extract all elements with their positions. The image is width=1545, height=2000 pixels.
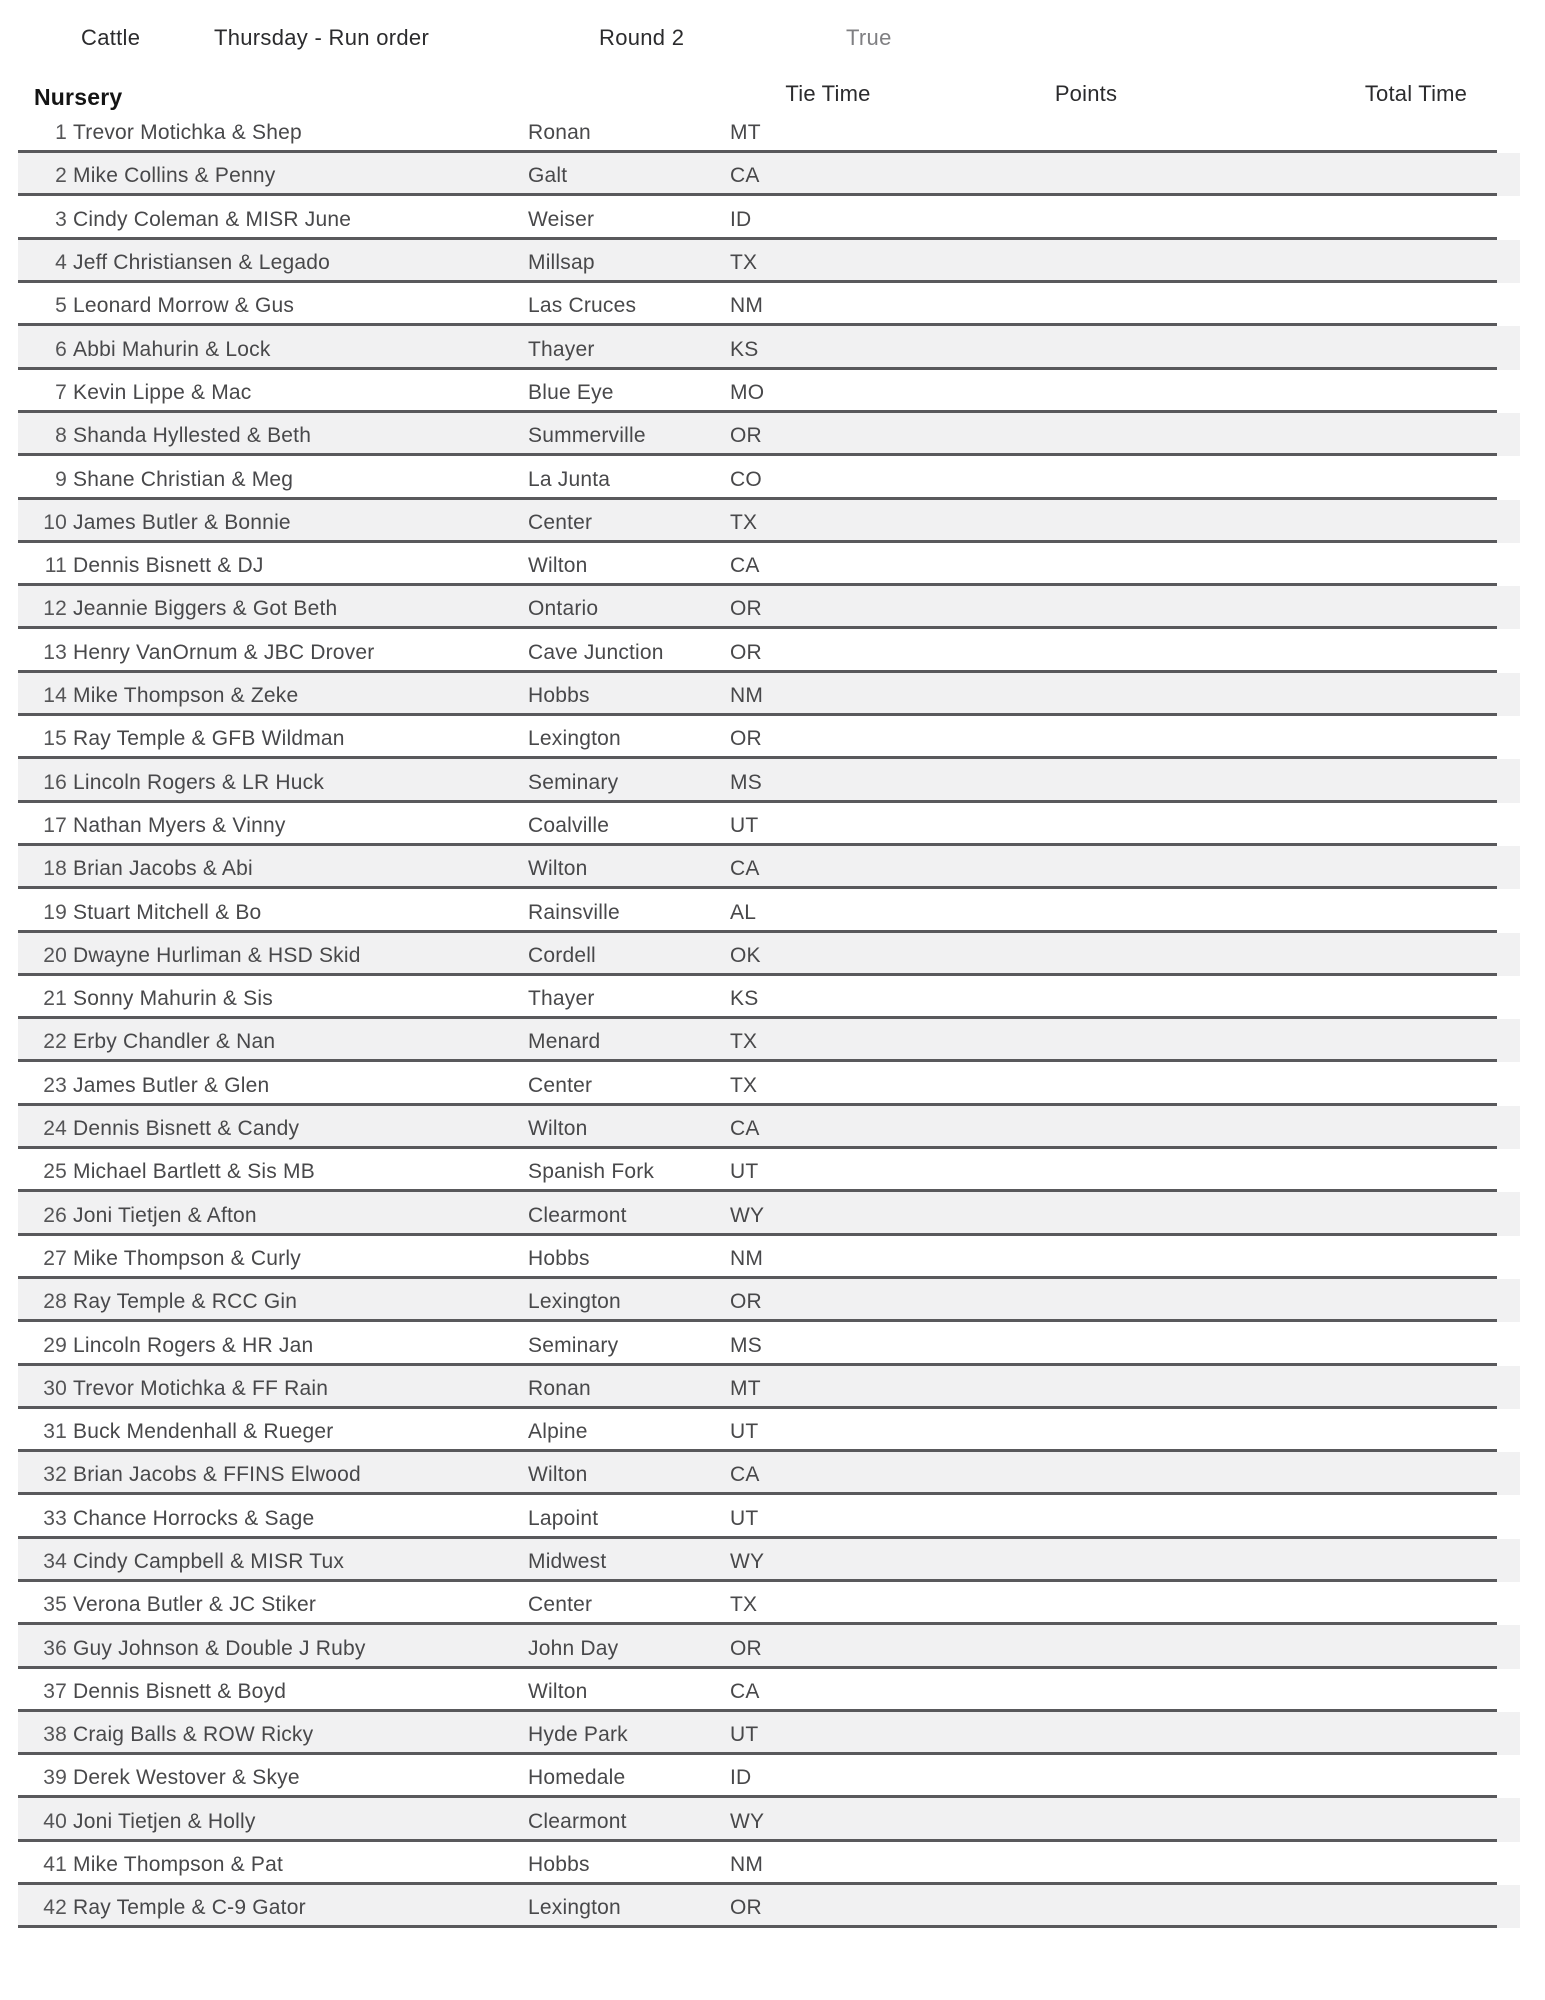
city: Millsap bbox=[528, 251, 595, 275]
run-order-number: 23 bbox=[43, 1073, 67, 1097]
run-order-number: 40 bbox=[43, 1809, 67, 1833]
handler-dog-name: Ray Temple & C-9 Gator bbox=[73, 1896, 306, 1920]
handler-dog-name: Buck Mendenhall & Rueger bbox=[73, 1420, 334, 1444]
state: OR bbox=[730, 727, 762, 751]
run-order-number: 38 bbox=[43, 1723, 67, 1747]
run-order-number: 1 bbox=[55, 121, 67, 145]
handler-dog-name: Shanda Hyllested & Beth bbox=[73, 424, 312, 448]
run-order-table bbox=[18, 110, 1520, 1928]
run-order-number: 26 bbox=[43, 1203, 67, 1227]
state: ID bbox=[730, 207, 752, 231]
city: Homedale bbox=[528, 1766, 626, 1790]
city: Coalville bbox=[528, 813, 610, 837]
run-order-number: 18 bbox=[43, 857, 67, 881]
state: CO bbox=[730, 467, 762, 491]
table-row bbox=[18, 1192, 1520, 1235]
handler-dog-name: Derek Westover & Skye bbox=[73, 1766, 300, 1790]
table-row bbox=[18, 1625, 1520, 1668]
handler-dog-name: Verona Butler & JC Stiker bbox=[73, 1593, 317, 1617]
table-row bbox=[18, 370, 1520, 413]
table-row bbox=[18, 1495, 1520, 1538]
city: Center bbox=[528, 1593, 593, 1617]
handler-dog-name: Jeff Christiansen & Legado bbox=[73, 251, 330, 275]
state: UT bbox=[730, 813, 759, 837]
state: UT bbox=[730, 1723, 759, 1747]
city: Wilton bbox=[528, 1117, 588, 1141]
state: CA bbox=[730, 554, 760, 578]
table-row bbox=[18, 1885, 1520, 1928]
run-order-number: 33 bbox=[43, 1506, 67, 1530]
state: CA bbox=[730, 164, 760, 188]
run-order-number: 34 bbox=[43, 1549, 67, 1573]
table-row bbox=[18, 1539, 1520, 1582]
run-order-number: 30 bbox=[43, 1376, 67, 1400]
state: NM bbox=[730, 294, 764, 318]
run-order-number: 31 bbox=[43, 1420, 67, 1444]
table-row bbox=[18, 1019, 1520, 1062]
table-row bbox=[18, 1236, 1520, 1279]
table-row bbox=[18, 889, 1520, 932]
city: Summerville bbox=[528, 424, 646, 448]
run-order-number: 19 bbox=[43, 900, 67, 924]
state: TX bbox=[730, 1073, 758, 1097]
run-order-number: 20 bbox=[43, 943, 67, 967]
handler-dog-name: Guy Johnson & Double J Ruby bbox=[73, 1636, 366, 1660]
flag-value: True bbox=[846, 25, 892, 50]
state: TX bbox=[730, 1593, 758, 1617]
city: Lexington bbox=[528, 1896, 621, 1920]
run-order-number: 7 bbox=[55, 380, 67, 404]
table-row bbox=[18, 1322, 1520, 1365]
city: Alpine bbox=[528, 1420, 588, 1444]
state: KS bbox=[730, 337, 759, 361]
handler-dog-name: Leonard Morrow & Gus bbox=[73, 294, 295, 318]
run-order-number: 2 bbox=[55, 164, 67, 188]
handler-dog-name: Craig Balls & ROW Ricky bbox=[73, 1723, 314, 1747]
table-row bbox=[18, 1842, 1520, 1885]
city: Wilton bbox=[528, 1679, 588, 1703]
table-row bbox=[18, 283, 1520, 326]
run-order-number: 5 bbox=[55, 294, 67, 318]
handler-dog-name: Dwayne Hurliman & HSD Skid bbox=[73, 943, 361, 967]
section-title: Nursery bbox=[34, 84, 123, 110]
state: CA bbox=[730, 1463, 760, 1487]
handler-dog-name: James Butler & Glen bbox=[73, 1073, 270, 1097]
table-row bbox=[18, 846, 1520, 889]
table-row bbox=[18, 1062, 1520, 1105]
table-row bbox=[18, 543, 1520, 586]
run-order-number: 28 bbox=[43, 1290, 67, 1314]
column-header-points: Points bbox=[1054, 81, 1118, 106]
city: Cave Junction bbox=[528, 640, 664, 664]
table-row bbox=[18, 1582, 1520, 1625]
run-order-number: 37 bbox=[43, 1679, 67, 1703]
handler-dog-name: Dennis Bisnett & DJ bbox=[73, 554, 264, 578]
state: WY bbox=[730, 1549, 765, 1573]
city: Menard bbox=[528, 1030, 601, 1054]
city: Weiser bbox=[528, 207, 595, 231]
table-row bbox=[18, 1149, 1520, 1192]
table-row bbox=[18, 1452, 1520, 1495]
handler-dog-name: Ray Temple & GFB Wildman bbox=[73, 727, 345, 751]
run-order-number: 17 bbox=[43, 813, 67, 837]
handler-dog-name: Mike Thompson & Pat bbox=[73, 1853, 284, 1877]
state: OK bbox=[730, 943, 761, 967]
handler-dog-name: Shane Christian & Meg bbox=[73, 467, 294, 491]
table-row bbox=[18, 1366, 1520, 1409]
state: MO bbox=[730, 380, 765, 404]
handler-dog-name: Joni Tietjen & Holly bbox=[73, 1809, 256, 1833]
handler-dog-name: Nathan Myers & Vinny bbox=[73, 813, 286, 837]
run-order-number: 10 bbox=[43, 510, 67, 534]
run-order-number: 3 bbox=[55, 207, 67, 231]
run-order-number: 11 bbox=[44, 554, 67, 578]
state: WY bbox=[730, 1203, 765, 1227]
table-row bbox=[18, 1279, 1520, 1322]
city: Seminary bbox=[528, 770, 619, 794]
state: MT bbox=[730, 1376, 761, 1400]
run-order-number: 32 bbox=[43, 1463, 67, 1487]
state: OR bbox=[730, 424, 762, 448]
state: NM bbox=[730, 684, 764, 708]
run-order-number: 41 bbox=[43, 1853, 67, 1877]
run-order-number: 22 bbox=[43, 1030, 67, 1054]
city: Wilton bbox=[528, 554, 588, 578]
table-row bbox=[18, 413, 1520, 456]
state: TX bbox=[730, 510, 758, 534]
state: OR bbox=[730, 640, 762, 664]
city: Ontario bbox=[528, 597, 599, 621]
state: OR bbox=[730, 1636, 762, 1660]
state: OR bbox=[730, 1896, 762, 1920]
table-row bbox=[18, 456, 1520, 499]
handler-dog-name: Brian Jacobs & FFINS Elwood bbox=[73, 1463, 361, 1487]
state: UT bbox=[730, 1506, 759, 1530]
state: TX bbox=[730, 1030, 758, 1054]
city: Seminary bbox=[528, 1333, 619, 1357]
state: MS bbox=[730, 770, 762, 794]
round-label: Round 2 bbox=[599, 25, 685, 50]
city: Center bbox=[528, 1073, 593, 1097]
run-order-number: 27 bbox=[43, 1246, 67, 1270]
handler-dog-name: Cindy Campbell & MISR Tux bbox=[73, 1549, 345, 1573]
table-row bbox=[18, 1712, 1520, 1755]
handler-dog-name: Mike Collins & Penny bbox=[73, 164, 276, 188]
handler-dog-name: Stuart Mitchell & Bo bbox=[73, 900, 262, 924]
table-row bbox=[18, 629, 1520, 672]
state: NM bbox=[730, 1853, 764, 1877]
city: Hyde Park bbox=[528, 1723, 628, 1747]
run-order-number: 29 bbox=[43, 1333, 67, 1357]
handler-dog-name: Dennis Bisnett & Boyd bbox=[73, 1679, 287, 1703]
run-order-number: 36 bbox=[43, 1636, 67, 1660]
city: Wilton bbox=[528, 857, 588, 881]
state: CA bbox=[730, 1117, 760, 1141]
state: CA bbox=[730, 857, 760, 881]
run-order-number: 8 bbox=[55, 424, 67, 448]
column-header-total-time: Total Time bbox=[1364, 81, 1468, 106]
city: Hobbs bbox=[528, 1853, 590, 1877]
table-row bbox=[18, 110, 1520, 153]
run-order-number: 42 bbox=[43, 1896, 67, 1920]
handler-dog-name: Lincoln Rogers & HR Jan bbox=[73, 1333, 314, 1357]
table-row bbox=[18, 933, 1520, 976]
state: CA bbox=[730, 1679, 760, 1703]
run-order-number: 9 bbox=[55, 467, 67, 491]
run-order-number: 13 bbox=[43, 640, 67, 664]
handler-dog-name: Mike Thompson & Zeke bbox=[73, 684, 299, 708]
run-order-number: 24 bbox=[43, 1117, 67, 1141]
handler-dog-name: Joni Tietjen & Afton bbox=[73, 1203, 257, 1227]
city: Clearmont bbox=[528, 1203, 627, 1227]
column-header-tie-time: Tie Time bbox=[785, 81, 871, 106]
sheet-title: Thursday - Run order bbox=[214, 25, 430, 50]
table-row bbox=[18, 1798, 1520, 1841]
table-row bbox=[18, 803, 1520, 846]
table-row bbox=[18, 196, 1520, 239]
city: Center bbox=[528, 510, 593, 534]
table-row bbox=[18, 586, 1520, 629]
state: MS bbox=[730, 1333, 762, 1357]
state: KS bbox=[730, 987, 759, 1011]
run-order-number: 15 bbox=[43, 727, 67, 751]
city: La Junta bbox=[528, 467, 611, 491]
city: Wilton bbox=[528, 1463, 588, 1487]
handler-dog-name: Chance Horrocks & Sage bbox=[73, 1506, 315, 1530]
handler-dog-name: Cindy Coleman & MISR June bbox=[73, 207, 352, 231]
state: OR bbox=[730, 597, 762, 621]
run-order-number: 16 bbox=[43, 770, 67, 794]
state: MT bbox=[730, 121, 761, 145]
table-row bbox=[18, 500, 1520, 543]
city: Lapoint bbox=[528, 1506, 599, 1530]
state: UT bbox=[730, 1420, 759, 1444]
handler-dog-name: Dennis Bisnett & Candy bbox=[73, 1117, 300, 1141]
city: Hobbs bbox=[528, 1246, 590, 1270]
city: Lexington bbox=[528, 1290, 621, 1314]
run-order-number: 12 bbox=[43, 597, 67, 621]
run-order-number: 21 bbox=[43, 987, 67, 1011]
run-order-number: 14 bbox=[43, 684, 67, 708]
handler-dog-name: Lincoln Rogers & LR Huck bbox=[73, 770, 325, 794]
run-order-number: 6 bbox=[55, 337, 67, 361]
run-order-number: 25 bbox=[43, 1160, 67, 1184]
handler-dog-name: Mike Thompson & Curly bbox=[73, 1246, 301, 1270]
handler-dog-name: Ray Temple & RCC Gin bbox=[73, 1290, 298, 1314]
state: AL bbox=[730, 900, 757, 924]
handler-dog-name: Michael Bartlett & Sis MB bbox=[73, 1160, 315, 1184]
handler-dog-name: Erby Chandler & Nan bbox=[73, 1030, 276, 1054]
city: Las Cruces bbox=[528, 294, 637, 318]
city: Galt bbox=[528, 164, 568, 188]
city: Blue Eye bbox=[528, 380, 614, 404]
city: Rainsville bbox=[528, 900, 620, 924]
city: Thayer bbox=[528, 987, 595, 1011]
city: Midwest bbox=[528, 1549, 607, 1573]
handler-dog-name: James Butler & Bonnie bbox=[73, 510, 291, 534]
city: Ronan bbox=[528, 1376, 591, 1400]
state: ID bbox=[730, 1766, 752, 1790]
state: WY bbox=[730, 1809, 765, 1833]
table-row bbox=[18, 976, 1520, 1019]
handler-dog-name: Jeannie Biggers & Got Beth bbox=[73, 597, 338, 621]
city: Lexington bbox=[528, 727, 621, 751]
table-row bbox=[18, 1106, 1520, 1149]
run-order-number: 35 bbox=[43, 1593, 67, 1617]
table-row bbox=[18, 153, 1520, 196]
table-row bbox=[18, 716, 1520, 759]
city: Clearmont bbox=[528, 1809, 627, 1833]
city: Thayer bbox=[528, 337, 595, 361]
state: UT bbox=[730, 1160, 759, 1184]
handler-dog-name: Sonny Mahurin & Sis bbox=[73, 987, 273, 1011]
city: Hobbs bbox=[528, 684, 590, 708]
table-row bbox=[18, 759, 1520, 802]
run-order-number: 4 bbox=[55, 251, 67, 275]
handler-dog-name: Trevor Motichka & Shep bbox=[73, 121, 302, 145]
state: TX bbox=[730, 251, 758, 275]
handler-dog-name: Trevor Motichka & FF Rain bbox=[73, 1376, 329, 1400]
table-row bbox=[18, 1669, 1520, 1712]
state: NM bbox=[730, 1246, 764, 1270]
event-name: Cattle bbox=[81, 25, 141, 50]
state: OR bbox=[730, 1290, 762, 1314]
handler-dog-name: Kevin Lippe & Mac bbox=[73, 380, 252, 404]
table-row bbox=[18, 240, 1520, 283]
city: Ronan bbox=[528, 121, 591, 145]
table-row bbox=[18, 673, 1520, 716]
city: Spanish Fork bbox=[528, 1160, 655, 1184]
handler-dog-name: Brian Jacobs & Abi bbox=[73, 857, 253, 881]
table-row bbox=[18, 1755, 1520, 1798]
handler-dog-name: Abbi Mahurin & Lock bbox=[73, 337, 271, 361]
city: John Day bbox=[528, 1636, 619, 1660]
table-row bbox=[18, 326, 1520, 369]
table-row bbox=[18, 1409, 1520, 1452]
city: Cordell bbox=[528, 943, 596, 967]
handler-dog-name: Henry VanOrnum & JBC Drover bbox=[73, 640, 375, 664]
run-order-number: 39 bbox=[43, 1766, 67, 1790]
